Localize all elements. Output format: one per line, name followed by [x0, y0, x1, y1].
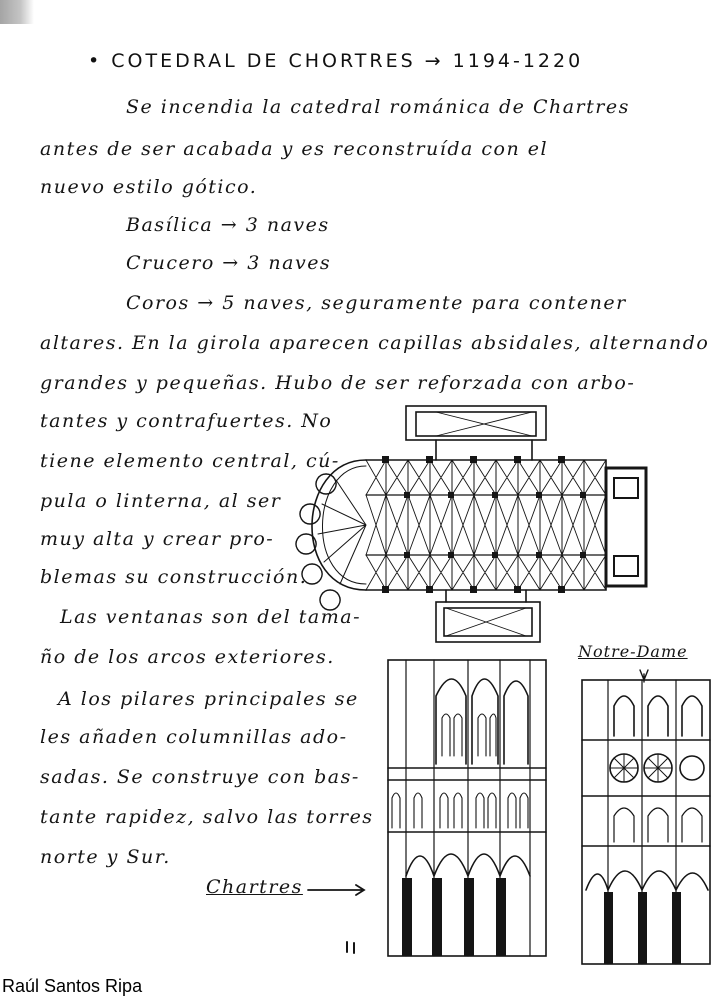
arrow-right-icon — [306, 880, 370, 900]
ink-marks — [344, 940, 358, 956]
cathedral-floor-plan-sketch — [296, 400, 656, 650]
text-line: les añaden columnillas ado- — [40, 726, 348, 748]
scan-edge-mark — [0, 0, 34, 24]
text-line: Las ventanas son del tama- — [60, 606, 361, 628]
text-line: tantes y contrafuertes. No — [40, 410, 333, 432]
list-item: Basílica → 3 naves — [126, 214, 330, 236]
text-line: blemas su construcción. — [40, 566, 308, 588]
text-line: grandes y pequeñas. Hubo de ser reforzada con arbo- — [40, 372, 636, 394]
chartres-elevation-sketch — [384, 656, 550, 966]
text-line: antes de ser acabada y es reconstruída con el — [40, 138, 549, 160]
text-line: A los pilares principales se — [58, 688, 359, 710]
text-line: Se incendia la catedral románica de Chartres — [126, 96, 630, 118]
text-line: tante rapidez, salvo las torres — [40, 806, 374, 828]
list-item: Coros → 5 naves, seguramente para contener — [126, 292, 627, 314]
text-line: pula o linterna, al ser — [40, 490, 282, 512]
text-line: nuevo estilo gótico. — [40, 176, 258, 198]
text-line: altares. En la girola aparecen capillas absidales, alternando — [40, 332, 710, 354]
notre-dame-label: Notre-Dame — [578, 642, 688, 661]
text-line: sadas. Se construye con bas- — [40, 766, 360, 788]
text-line: muy alta y crear pro- — [40, 528, 275, 550]
text-line: norte y Sur. — [40, 846, 171, 868]
notre-dame-elevation-sketch — [578, 676, 714, 968]
page-title: • COTEDRAL DE CHORTRES → 1194-1220 — [88, 50, 584, 72]
text-line: tiene elemento central, cú- — [40, 450, 340, 472]
chartres-label: Chartres — [206, 876, 303, 898]
text-line: ño de los arcos exteriores. — [40, 646, 335, 668]
list-item: Crucero → 3 naves — [126, 252, 332, 274]
author-signature: Raúl Santos Ripa — [2, 976, 143, 996]
